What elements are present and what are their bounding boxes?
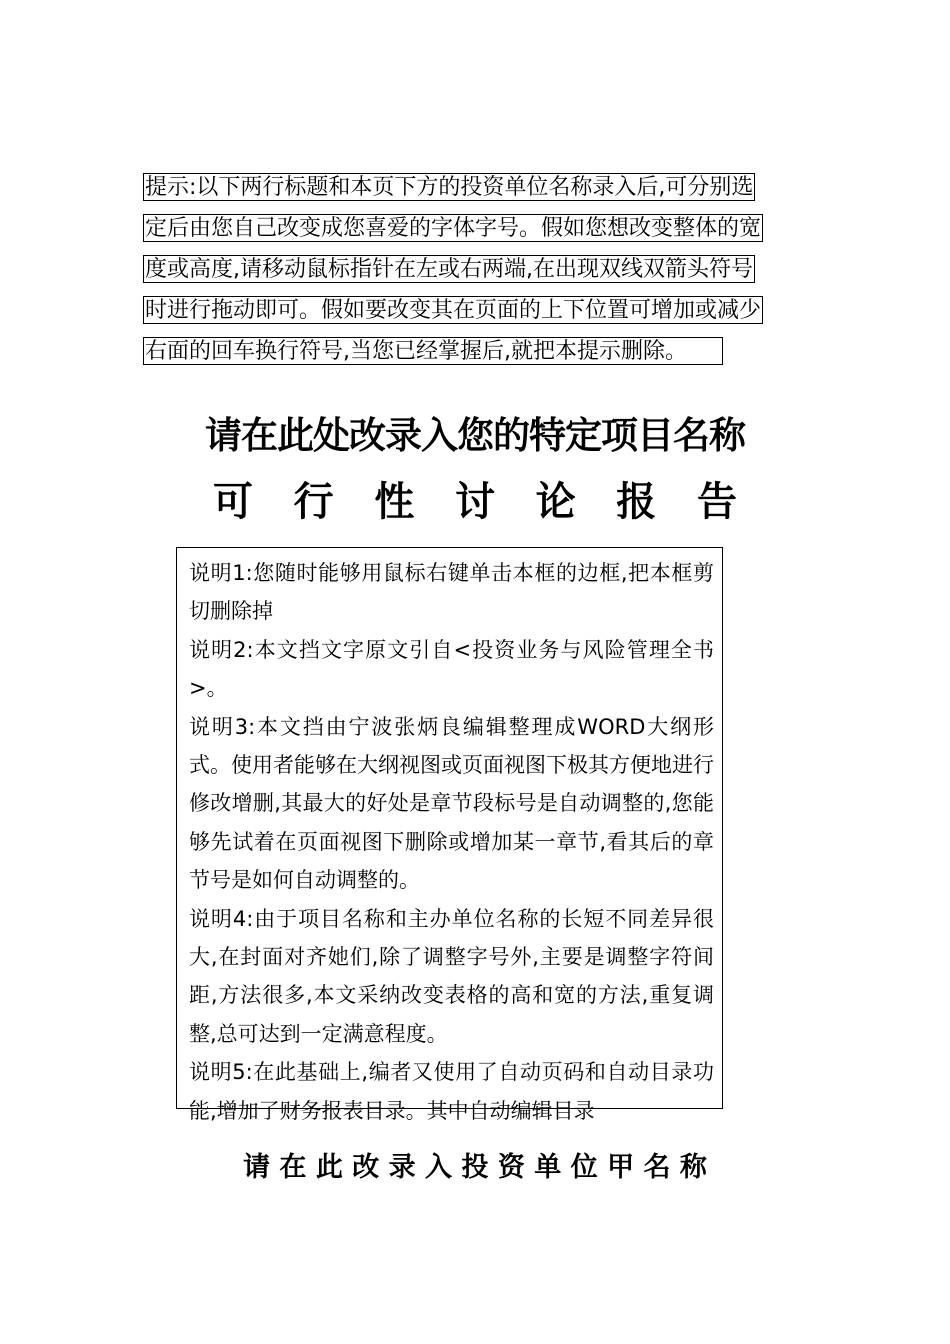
project-title: 请在此处改录入您的特定项目名称 <box>205 413 745 457</box>
tip-line: 提示:以下两行标题和本页下方的投资单位名称录入后,可分别选 <box>145 175 754 200</box>
investor-name-char: 改 <box>352 1152 380 1183</box>
report-title-char: 报 <box>616 478 657 525</box>
report-title-char: 告 <box>696 478 737 525</box>
note-paragraph: 说明2:本文挡文字原文引自<投资业务与风险管理全书>。 <box>189 637 714 701</box>
investor-name-char: 入 <box>425 1152 453 1183</box>
tip-line: 右面的回车换行符号,当您已经掌握后,就把本提示删除。 <box>143 337 723 365</box>
investor-name-char: 单 <box>534 1152 562 1183</box>
report-title-char: 讨 <box>454 478 495 525</box>
report-title <box>213 470 737 527</box>
investor-name-char: 投 <box>461 1152 489 1183</box>
investor-name-char: 甲 <box>607 1152 635 1183</box>
notes-content <box>189 554 714 1123</box>
tip-line: 定后由您自己改变成您喜爱的字体字号。假如您想改变整体的宽 <box>145 216 762 241</box>
investor-name <box>243 1145 707 1184</box>
report-title-char: 性 <box>374 478 415 525</box>
tip-line: 时进行拖动即可。假如要改变其在页面的上下位置可增加或减少 <box>145 298 762 323</box>
report-title-char: 论 <box>535 478 576 525</box>
report-title-char: 可 <box>213 478 253 525</box>
tip-line: 度或高度,请移动鼠标指针在左或右两端,在出现双线双箭头符号 <box>145 257 753 282</box>
investor-name-char: 在 <box>279 1152 307 1183</box>
investor-name-char: 资 <box>497 1152 525 1183</box>
note-paragraph: 说明4:由于项目名称和主办单位名称的长短不同差异很大,在封面对齐她们,除了调整字号外,主要是调整字符间距,方法很多,本文采纳改变表格的高和宽的方法,重复调整,总可达到一定满意程度。 <box>189 906 714 1046</box>
investor-name-char: 位 <box>570 1152 598 1183</box>
investor-name-char: 请 <box>243 1152 270 1183</box>
investor-name-char: 称 <box>679 1152 707 1183</box>
investor-name-char: 录 <box>388 1152 416 1183</box>
note-paragraph: 说明3:本文挡由宁波张炳良编辑整理成WORD大纲形式。使用者能够在大纲视图或页面视图下极其方便地进行修改增删,其最大的好处是章节段标号是自动调整的,您能够先试着在页面视图下删除或增加某一章节,看其后的章节号是如何自动调整的。 <box>189 714 714 893</box>
notes-text-box[interactable] <box>176 547 723 1123</box>
note-paragraph: 说明1:您随时能够用鼠标右键单击本框的边框,把本框剪切删除掉 <box>189 561 714 624</box>
investor-name-char: 名 <box>643 1152 671 1183</box>
investor-name-char: 此 <box>315 1152 343 1183</box>
report-title-char: 行 <box>293 478 334 525</box>
note-paragraph: 说明5:在此基础上,编者又使用了自动页码和自动目录功能,增加了财务报表目录。其中自动编辑目录 <box>189 1060 714 1123</box>
